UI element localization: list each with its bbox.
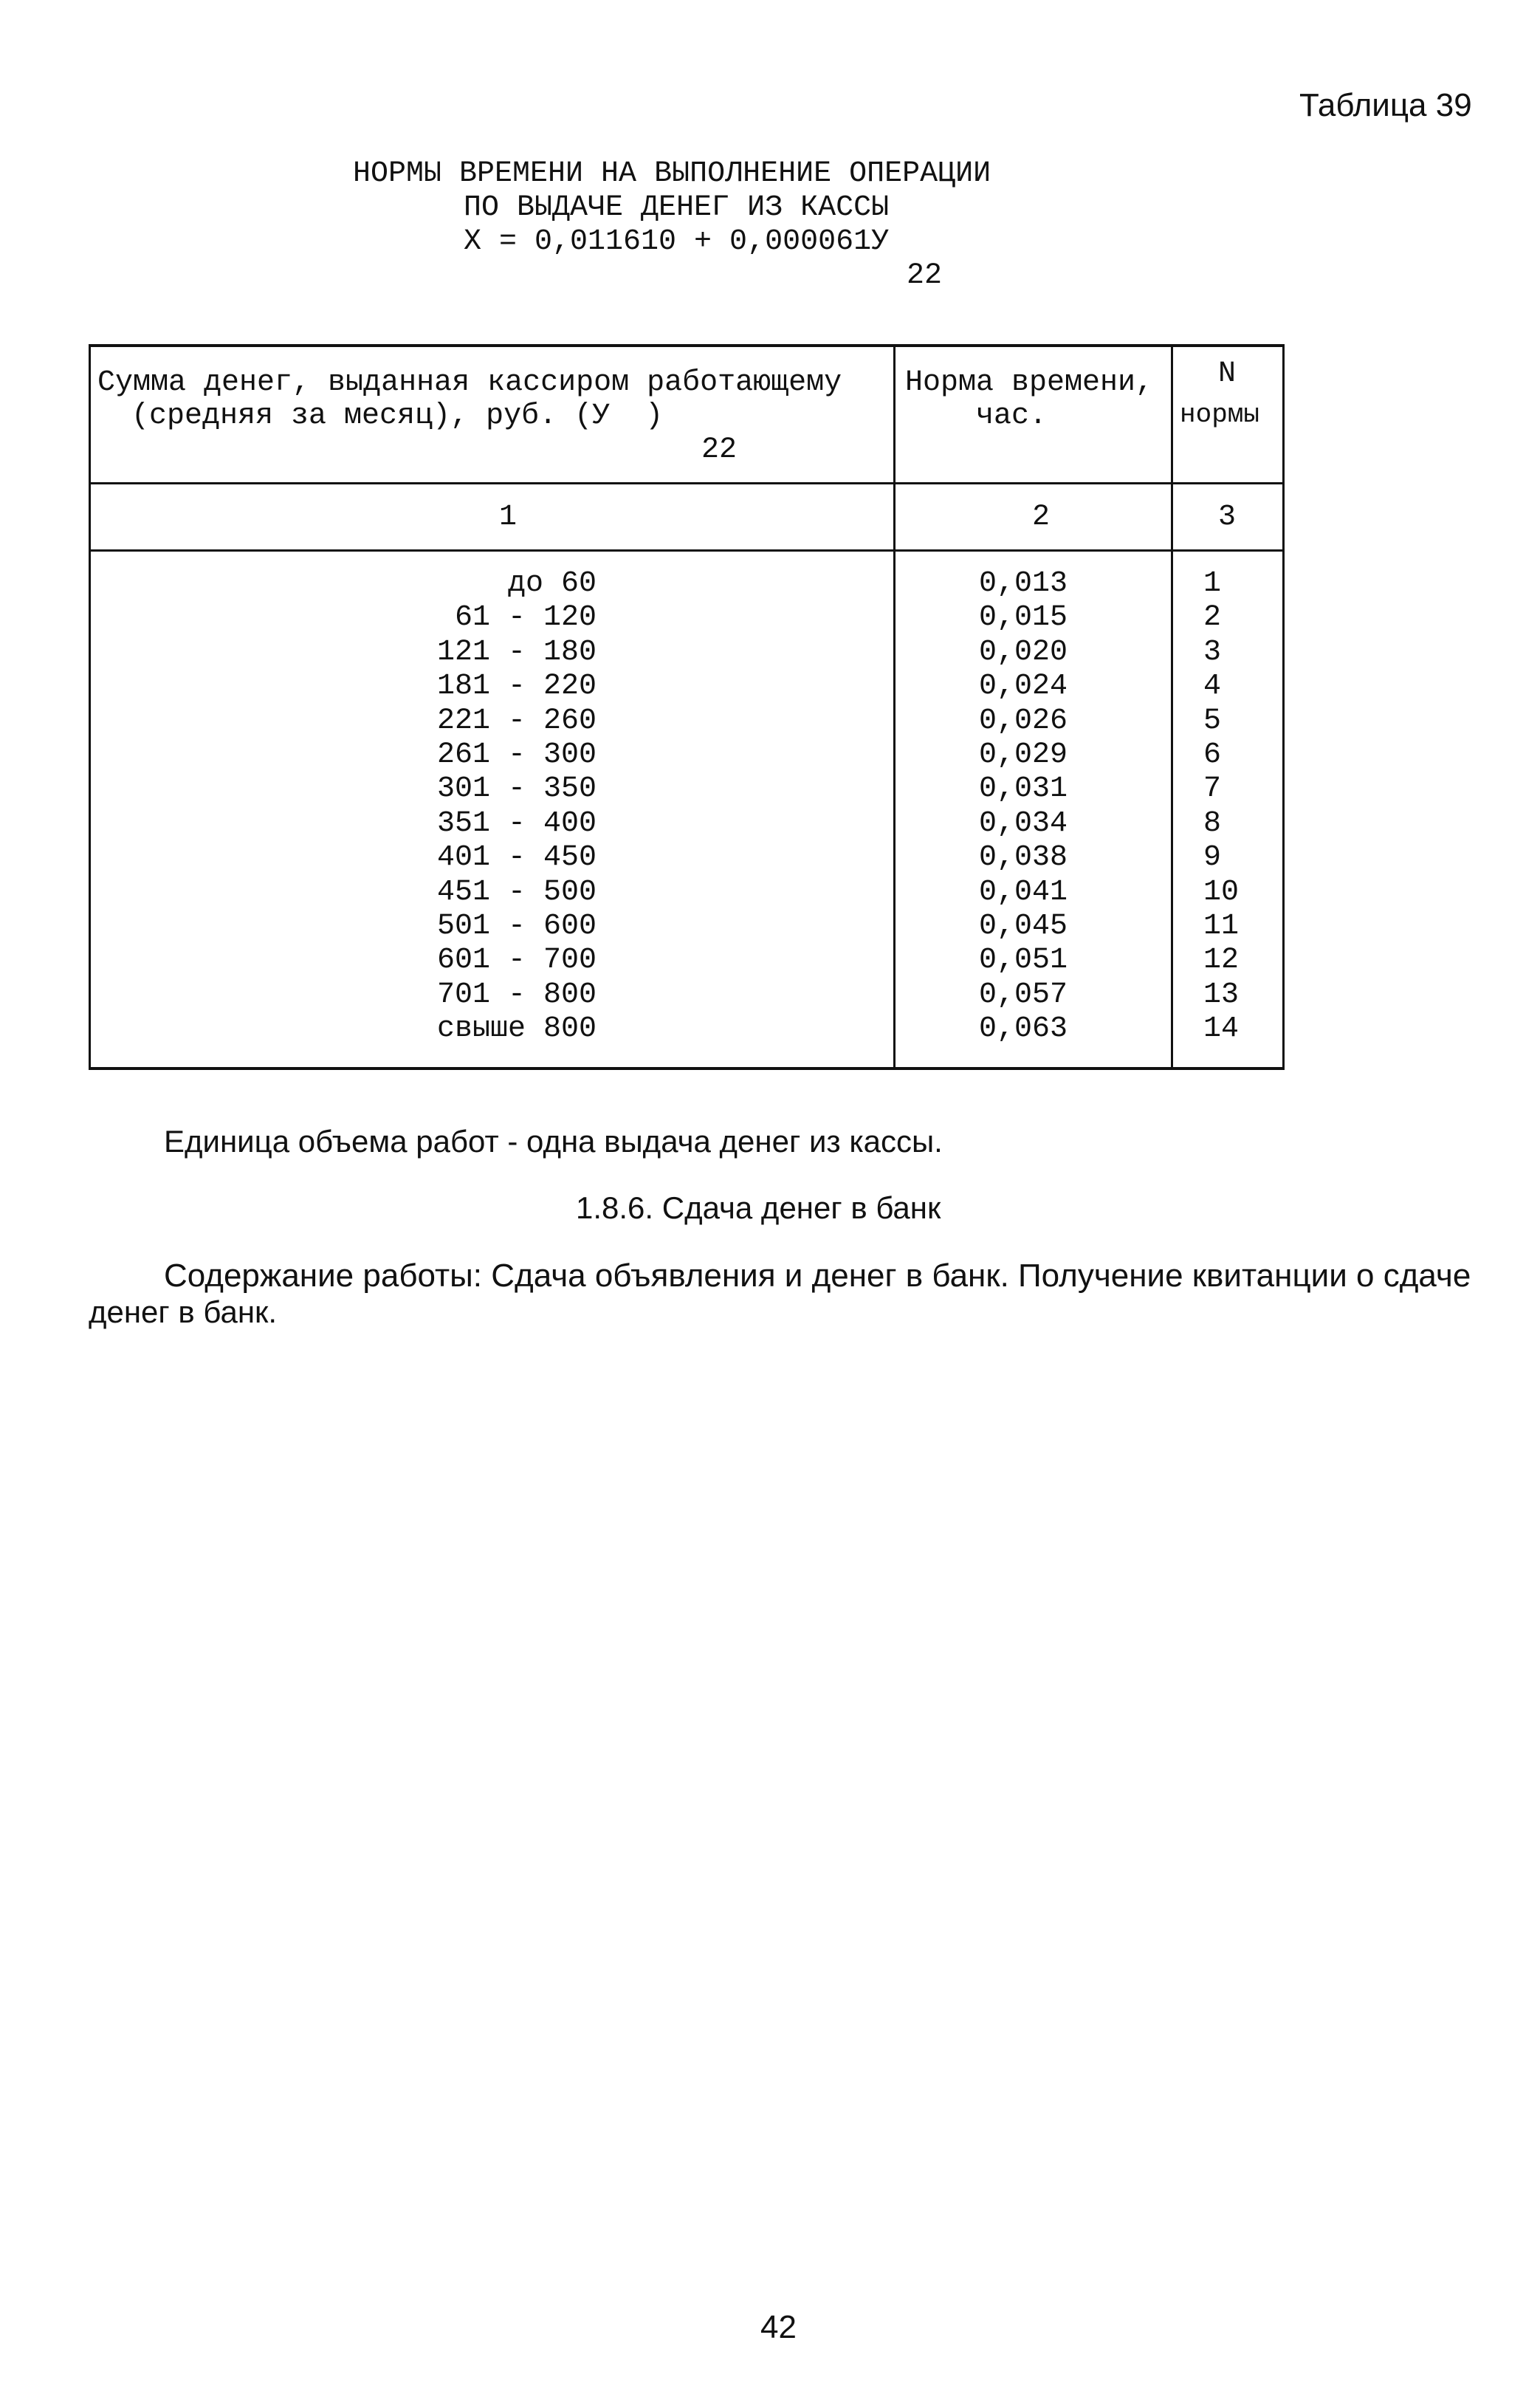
header-col2-line1: Норма времени, (905, 366, 1154, 399)
range-cell: 501 - 600 (436, 910, 597, 943)
formula-subscript: 22 (907, 259, 943, 292)
page-number: 42 (760, 2309, 797, 2345)
norm-number-cell: 8 (1203, 807, 1222, 840)
colnum-1: 1 (499, 501, 518, 534)
norm-cell: 0,051 (979, 944, 1068, 977)
norm-cell: 0,020 (979, 636, 1068, 669)
table-top-border (89, 344, 1285, 347)
header-col1-line2: (средняя за месяц), руб. (У ) (131, 399, 664, 433)
header-col3-line1: N (1218, 357, 1237, 391)
norm-number-cell: 6 (1203, 738, 1222, 772)
norm-number-cell: 2 (1203, 601, 1222, 634)
header-col1-line1: Сумма денег, выданная кассиром работающему (97, 366, 842, 399)
header-col3-line2: нормы (1180, 399, 1260, 430)
range-cell: свыше 800 (436, 1012, 597, 1046)
col-separator-1 (893, 344, 896, 1070)
header-separator (89, 482, 1285, 484)
table-label: Таблица 39 (1299, 87, 1472, 123)
colnum-3: 3 (1218, 501, 1237, 534)
norm-number-cell: 9 (1203, 841, 1222, 874)
range-cell: 221 - 260 (436, 704, 597, 738)
norm-cell: 0,045 (979, 910, 1068, 943)
colnum-2: 2 (1032, 501, 1051, 534)
unit-note: Единица объема работ - одна выдача денег из кассы. (164, 1124, 943, 1159)
norm-number-cell: 13 (1203, 978, 1240, 1012)
header-col2-line2: час. (976, 399, 1048, 433)
range-cell: 61 - 120 (454, 601, 597, 634)
content-line1: Содержание работы: Сдача объявления и денег в банк. Получение квитанции о сдаче (164, 1258, 1471, 1294)
norm-cell: 0,034 (979, 807, 1068, 840)
colnum-separator (89, 549, 1285, 552)
norm-cell: 0,038 (979, 841, 1068, 874)
range-cell: 261 - 300 (436, 738, 597, 772)
norm-cell: 0,031 (979, 772, 1068, 806)
norm-number-cell: 1 (1203, 567, 1222, 600)
norm-cell: 0,063 (979, 1012, 1068, 1046)
range-cell: 351 - 400 (436, 807, 597, 840)
range-cell: до 60 (507, 567, 597, 600)
header-col1-subscript: 22 (701, 433, 738, 467)
norm-number-cell: 3 (1203, 636, 1222, 669)
norm-cell: 0,024 (979, 670, 1068, 703)
norm-number-cell: 7 (1203, 772, 1222, 806)
norm-cell: 0,029 (979, 738, 1068, 772)
norm-number-cell: 11 (1203, 910, 1240, 943)
norm-cell: 0,013 (979, 567, 1068, 600)
section-heading: 1.8.6. Сдача денег в банк (576, 1190, 941, 1225)
norm-cell: 0,015 (979, 601, 1068, 634)
content-line2: денег в банк. (89, 1294, 278, 1329)
table-formula: Х = 0,011610 + 0,000061У (464, 225, 890, 258)
table-right-border (1282, 344, 1285, 1070)
norm-number-cell: 10 (1203, 876, 1240, 909)
range-cell: 181 - 220 (436, 670, 597, 703)
norm-cell: 0,041 (979, 876, 1068, 909)
range-cell: 701 - 800 (436, 978, 597, 1012)
col-separator-2 (1171, 344, 1173, 1070)
table-title-line2: ПО ВЫДАЧЕ ДЕНЕГ ИЗ КАССЫ (464, 191, 890, 224)
range-cell: 451 - 500 (436, 876, 597, 909)
range-cell: 301 - 350 (436, 772, 597, 806)
range-cell: 401 - 450 (436, 841, 597, 874)
table-bottom-border (89, 1067, 1285, 1070)
norm-number-cell: 12 (1203, 944, 1240, 977)
range-cell: 601 - 700 (436, 944, 597, 977)
norm-number-cell: 4 (1203, 670, 1222, 703)
norm-number-cell: 5 (1203, 704, 1222, 738)
norm-cell: 0,057 (979, 978, 1068, 1012)
table-left-border (89, 344, 91, 1070)
norm-number-cell: 14 (1203, 1012, 1240, 1046)
range-cell: 121 - 180 (436, 636, 597, 669)
norm-cell: 0,026 (979, 704, 1068, 738)
table-title-line1: НОРМЫ ВРЕМЕНИ НА ВЫПОЛНЕНИЕ ОПЕРАЦИИ (353, 157, 991, 191)
